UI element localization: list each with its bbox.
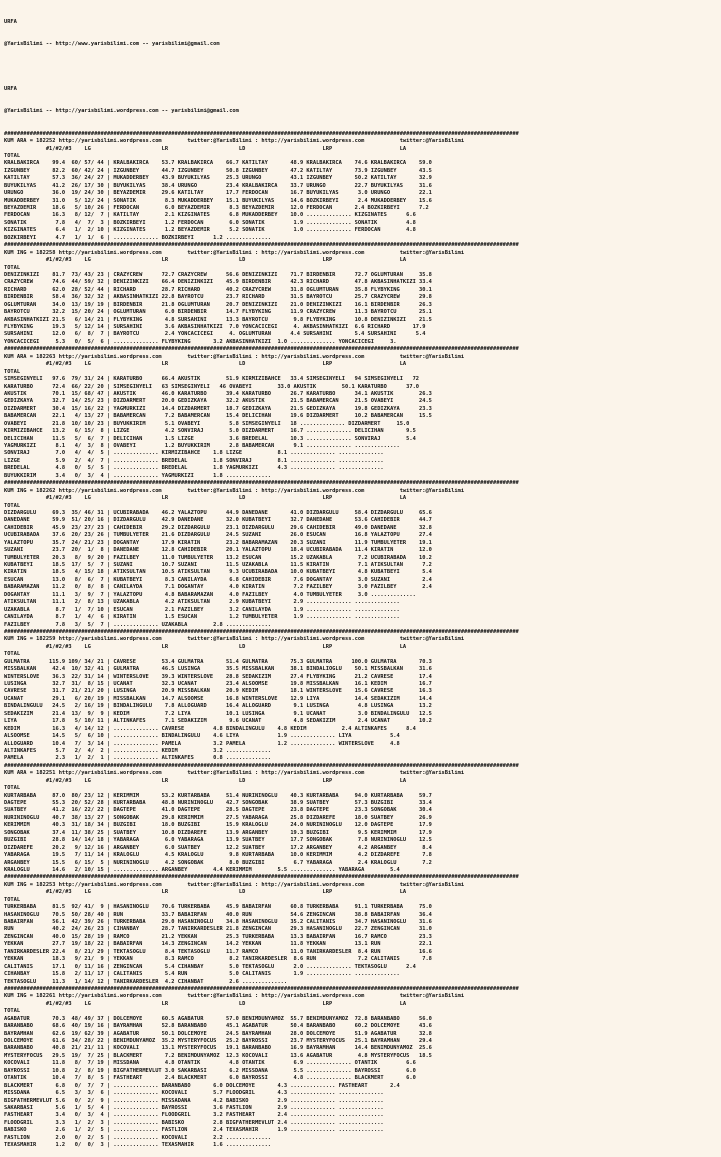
table-row: BUZGIBI 28.8 14/ 14/ 18 | YABARAGA 6.0 YABARAGA 13.9 SUATBEY 17.7 SONGOBAK 7.8 NURININOGLU 12.5 (4, 837, 432, 844)
race-table (4, 131, 718, 243)
table-row: FERDOCAN 16.3 8/ 12/ 7 | KATILTAY 2.1 KIZGINATES 6.8 MUKADDERBEY 10.0 .............. KIZGINATES 6.6 (4, 212, 416, 219)
table-row: BEYAZDEMIR 18.6 5/ 10/ 26 | FERDOCAN 6.0 BEYAZDEMIR 8.3 BEYAZDEMIR 12.0 FERDOCAN 2.4 BOZKIRBEYI 7.2 (4, 205, 429, 211)
table-row: AKBASINHATKIZI 21.5 6/ 14/ 21 | FLYBYKING 4.8 SURSAHINI 13.3 BAYROTCU 9.8 FLYBYKING 10.8 DENIZINKIZI 21.5 (4, 316, 432, 323)
table-row: BAYROTCU 32.2 15/ 20/ 24 | OGLUMTURAN 6.0 BIRDENBIR 14.7 FLYBYKING 11.9 CRAZYCREW 11.3 BAYROTCU 25.1 (4, 309, 432, 316)
column-headers: #1/#2/#3 LG LR LD LRP LA (4, 257, 407, 264)
table-row: ALTINKAFES 5.7 2/ 4/ 2 | .............. KEDIM 3.2 .............. (4, 747, 416, 754)
table-row: YAGMURKIZI 8.1 4/ 3/ 8 | OVABEYI 1.2 BUYUKKIRIM 2.8 BABAMERCAN 9.1 .............. .............. (4, 443, 400, 449)
race-table (4, 480, 718, 629)
table-row: AGABATUR 70.3 48/ 49/ 37 | DOLCEMOYE 60.5 AGABATUR 57.0 BENIMDUNYAMOZ 55.7 BENIMDUNYAMOZ 72.8 BARANBABO 56.0 (4, 1015, 432, 1022)
column-headers: #1/#2/#3 LG LR LD LRP LA (4, 643, 407, 650)
table-row: BUYUKILYAS 41.2 26/ 17/ 30 | BUYUKILYAS 38.4 URUNGO 23.4 KRALBAKIRCA 33.7 URUNGO 22.7 BUYUKILYAS 31.6 (4, 182, 432, 189)
table-row: CAHIDEBIR 45.9 23/ 27/ 23 | CAHIDEBIR 29.2 DIZDARGULU 23.1 DIZDARGULU 29.6 CAHIDEBIR 49.0 DANEDANE 32.8 (4, 524, 432, 531)
table-row: UZAKABLA 8.7 1/ 7/ 10 | ESUCAN 2.1 FAZILBEY 3.2 CANILAYDA 1.9 .............. .............. (4, 606, 400, 613)
table-row: RUN 40.2 24/ 26/ 23 | CIHANBAY 28.7 TANIRKARDESLER 21.8 ZENGINCAN 29.3 HASANINOGLU 22.7 ZENGINCAN 31.0 (4, 926, 432, 933)
table-row: BINDALINGULU 24.5 2/ 16/ 19 | BINDALINGULU 7.8 ALLOGUARD 16.4 ALLOGUARD 9.1 LUSINGA 4.8 LUSINGA 13.2 (4, 703, 432, 710)
separator-rule: ################################################################################################################################################################ (4, 628, 519, 635)
table-row: ALLOGUARD 10.4 7/ 3/ 14 | .............. PAMELA 3.2 PAMELA 1.2 .............. WINTERSLOVE 4.8 (4, 740, 400, 747)
race-banner: KUM ING = 182262 http://yarisbilimi.wordpress.com twitter:@YarisBilimi : http://yarisbilimi.wordpress.com twitter:@YarisBilimi (4, 487, 465, 494)
table-row: DIZDARGULU 69.3 35/ 46/ 31 | UCUBIRABADA 46.2 YALAZTOPU 44.9 DANEDANE 41.0 DIZDARGULU 58.4 DIZDARGULU 65.6 (4, 509, 432, 516)
table-row: SONGOBAK 37.4 11/ 38/ 25 | SUATBEY 10.8 DIZDAREFE 13.9 ARGANBEY 19.3 BUZGIBI 9.5 KERIMMIM 17.9 (4, 829, 432, 836)
table-row: KEDIM 16.3 4/ 14/ 12 | .............. CAVRESE 4.8 BINDALINGULU 4.8 KEDIM 2.4 ALTINKAFES 8.4 (4, 725, 416, 732)
table-row: FLOODGRIL 3.3 1/ 2/ 3 | .............. BABISKO 2.8 BIGFATHERMEVLUT 2.4 .............. .............. (4, 1119, 384, 1126)
separator-rule: ################################################################################################################################################################ (4, 480, 519, 487)
table-row: BOZKIRBEYI 4.7 1/ 1/ 6 | .............. BOZKIRBEYI 1.2 .............. (4, 234, 416, 241)
table-row: YABARAGA 19.5 7/ 11/ 14 | KRALOGLU 4.5 KRALOGLU 9.8 KURTARBABA 10.0 KERIMMIM 4.2 DIZDAREFE 7.8 (4, 852, 432, 859)
table-row: UCUBIRABADA 37.6 20/ 23/ 26 | TUMBULYETER 21.6 DIZDARGULU 24.5 SUZANI 26.0 ESUCAN 16.8 YALAZTOPU 27.4 (4, 532, 432, 539)
table-row: CAVRESE 31.7 21/ 21/ 20 | LUSINGA 20.9 MISSBALKAN 20.9 KEDIM 18.1 WINTERSLOVE 15.6 CAVRESE 16.3 (4, 688, 432, 695)
table-row: BUYUKKIRIM 3.4 0/ 3/ 4 | .............. YAGMURKIZI 1.8 .............. (4, 472, 416, 479)
table-row: BARANBABO 40.8 21/ 21/ 11 | KOCOVALI 13.1 MYSTERYFOCUS 19.1 BARANBABO 16.9 BAYRAMHAN 14.4 BENIMDUNYAMOZ 25.6 (4, 1045, 432, 1052)
table-row: URUNGO 36.0 19/ 24/ 30 | BEYAZDEMIR 29.6 KATILTAY 17.7 FERDOCAN 16.7 BUYUKILYAS 3.0 URUNGO 22.1 (4, 190, 432, 197)
table-row: SONVIRAJ 7.0 4/ 4/ 5 | .............. KIRMIZIBAHCE 1.8 LIZGE 8.1 .............. .............. (4, 450, 384, 457)
doc-credit: @YarisBilimi -- http://www.yarisbilimi.com -- yarisbilimi@gmail.com (4, 41, 220, 48)
table-row: SIMSEGINYELI 97.6 79/ 31/ 24 | KARATURBO 66.4 AKUSTIK 51.9 KIRMIZIBAHCE 33.4 SIMSEGINYELI 94 SIMSEGINYELI 72 (4, 376, 420, 383)
table-row: ZENGINCAN 40.0 15/ 28/ 19 | RAMCO 21.2 YEKKAN 25.3 TURKERBABA 13.3 BABAIRFAN 16.7 RAMCO 23.3 (4, 933, 432, 940)
table-row: MISSBALKAN 42.4 10/ 32/ 41 | GULMATRA 46.5 LUSINGA 35.5 MISSBALKAN 38.1 BINDALIOGLU 50.1 MISSBALKAN 31.6 (4, 666, 432, 673)
race-table (4, 986, 718, 1150)
table-row: OGLUMTURAN 34.0 13/ 19/ 19 | BIRDENBIR 21.8 OGLUMTURAN 20.7 DENIZINKIZI 21.0 DENIZINKIZI 16.1 BIRDENBIR 26.3 (4, 301, 432, 308)
table-row: KURTARBABA 87.0 80/ 23/ 12 | KERIMMIM 53.2 KURTARBABA 51.4 NURININOGLU 40.3 KURTARBABA 94.0 KURTARBABA 59.7 (4, 792, 432, 799)
table-row: DOGANTAY 11.1 3/ 9/ 7 | YALAZTOPU 4.8 BABARAMAZAN 4.0 FAZILBEY 4.0 TUMBULYETER 3.0 .............. (4, 591, 416, 598)
race-banner: KUM ING = 182258 http://yarisbilimi.wordpress.com twitter:@YarisBilimi : http://yarisbilimi.wordpress.com twitter:@YarisBilimi (4, 249, 465, 256)
table-row: RICHARD 62.0 28/ 52/ 44 | RICHARD 28.7 RICHARD 40.2 CRAZYCREW 31.8 OGLUMTURAN 35.8 FLYBYKING 30.1 (4, 286, 432, 293)
table-row: MUKADDERBEY 31.0 5/ 12/ 24 | SONATIK 8.3 MUKADDERBEY 15.1 BUYUKILYAS 14.6 BOZKIRBEYI 2.4 MUKADDERBEY 15.6 (4, 197, 432, 204)
table-row: SUATBEY 41.2 16/ 22/ 22 | DAGTEPE 41.0 DAGTEPE 28.5 DAGTEPE 23.8 DAGTEPE 23.3 SONGOBAK 30.4 (4, 807, 432, 814)
race-banner: KUM ING = 182253 http://yarisbilimi.wordpress.com twitter:@YarisBilimi : http://yarisbilimi.wordpress.com twitter:@YarisBilimi (4, 881, 465, 888)
separator-rule: ################################################################################################################################################################ (4, 242, 519, 249)
table-row: ALSOOMSE 14.5 5/ 6/ 10 | .............. BINDALINGULU 4.6 LIYA 1.9 .............. LIYA 5.4 (4, 733, 400, 740)
table-row: TURKERBABA 81.5 92/ 41/ 9 | HASANINOGLU 70.6 TURKERBABA 45.9 BABAIRFAN 60.8 TURKERBABA 91.1 TURKERBABA 75.0 (4, 904, 432, 911)
table-row: TEXASMAHIR 1.2 0/ 0/ 3 | .............. TEXASMAHIR 1.6 .............. (4, 1142, 416, 1149)
table-row: TOTAL (4, 896, 98, 903)
table-row: SAKARBASI 5.6 1/ 5/ 4 | .............. BAYROSSI 3.6 FASTLION 2.9 .............. .............. (4, 1104, 384, 1111)
table-row: SEDAKIZIM 21.4 13/ 9/ 9 | KEDIM 7.2 LIYA 10.1 LUSINGA 9.1 UCANAT 3.0 BINDALINGULU 12.5 (4, 710, 432, 717)
column-headers: #1/#2/#3 LG LR LD LRP LA (4, 889, 407, 896)
table-row: BLACKMERT 6.8 0/ 7/ 7 | .............. BARANBABO 6.0 DOLCEMOYE 4.3 .............. FASTHEART 2.4 (4, 1082, 400, 1089)
table-row: KUBATBEYI 18.5 17/ 5/ 7 | SUZANI 10.7 SUZANI 11.5 UZAKABLA 11.5 KIRATIN 7.1 ATIKSULTAN 7.2 (4, 562, 432, 568)
table-row: PAMELA 2.3 1/ 2/ 1 | .............. ALTINKAFES 0.8 .............. (4, 755, 416, 762)
table-row: ATIKSULTAN 11.1 2/ 8/ 13 | UZAKABLA 4.2 ATIKSULTAN 2.9 KUBATBEYI 2.9 .............. .............. (4, 599, 400, 606)
table-row: LIZGE 5.9 2/ 4/ 7 | .............. BREDELAL 1.8 SONVIRAJ 8.1 .............. .............. (4, 457, 384, 464)
table-row: SUZANI 23.7 20/ 1/ 8 | DANEDANE 12.8 CAHIDEBIR 20.1 YALAZTOPU 18.4 UCUBIRABADA 11.4 KIRATIN 12.0 (4, 547, 432, 554)
table-row: MISSDANA 6.5 3/ 3/ 6 | .............. KOCOVALI 5.7 FLOODGRIL 4.3 .............. .............. (4, 1090, 384, 1097)
table-row: BABAMERCAN 22.1 4/ 13/ 27 | BABAMERCAN 7.2 BABAMERCAN 15.4 DELICIHAN 19.6 DIZDARMERT 10.2 BABAMERCAN 15.5 (4, 413, 432, 420)
column-headers: #1/#2/#3 LG LR LD LRP LA (4, 145, 407, 152)
table-row: BARANBABO 68.6 40/ 19/ 16 | BAYRAMHAN 52.8 BARANBABO 45.1 AGABATUR 50.4 BARANBABO 60.2 DOLCEMOYE 43.6 (4, 1023, 432, 1030)
table-row: YEKKAN 18.3 9/ 21/ 9 | YEKKAN 8.3 RAMCO 8.2 TANIRKARDESLER 8.6 RUN 7.2 CALITANIS 7.8 (4, 956, 432, 963)
separator-rule: ################################################################################################################################################################ (4, 985, 519, 992)
table-row: KATILTAY 57.3 36/ 24/ 27 | MUKADDERBEY 43.9 BUYUKILYAS 25.3 URUNGO 43.1 IZGUNBEY 50.2 KATILTAY 32.9 (4, 175, 432, 182)
table-row: BABARAMAZAN 11.2 0/ 8/ 8 | CANILAYDA 7.1 DOGANTAY 4.0 KIRATIN 7.2 FAZILBEY 3.0 FAZILBEY 2.4 (4, 584, 432, 591)
table-row: KERIMMIM 40.3 31/ 18/ 34 | BUZGIBI 18.0 BUZGIBI 15.9 KRALOGLU 24.0 NURININOGLU 12.0 DAGTEPE 17.9 (4, 822, 432, 829)
race-tables (4, 131, 718, 1150)
spacer (4, 64, 718, 71)
doc-title: URFA (4, 18, 17, 25)
table-row: BIGFATHERMEVLUT 5.6 0/ 2/ 9 | .............. MISSADANA 4.2 BABISKO 2.9 .............. .............. (4, 1097, 384, 1104)
separator-rule: ################################################################################################################################################################ (4, 346, 519, 353)
table-row: TOTAL (4, 368, 98, 375)
table-row: DAGTEPE 55.3 20/ 52/ 28 | KURTARBABA 48.8 NURININOGLU 42.7 SONGOBAK 38.9 SUATBEY 57.3 BUZGIBI 33.4 (4, 800, 432, 806)
table-row: TEKTASOGLU 11.3 1/ 14/ 12 | TANIRKARDESLER 4.2 CIHANBAT 2.6 .............. (4, 978, 432, 985)
table-row: UCANAT 29.1 6/ 20/ 19 | MISSBALKAN 14.7 ALSOOMSE 16.8 WINTERSLOVE 12.9 LIYA 14.4 SEDAKIZIM 14.4 (4, 695, 432, 702)
table-row: LUSINGA 32.7 31/ 8/ 15 | UCANAT 32.3 UCANAT 23.4 ALSOOMSE 19.8 MISSBALKAN 16.1 KEDIM 16.7 (4, 681, 432, 687)
table-row: KRALOGLU 14.6 2/ 10/ 15 | .............. ARGANBEY 4.4 KERIMMIM 5.5 .............. YABARAGA 5.4 (4, 866, 400, 873)
separator-rule: ################################################################################################################################################################ (4, 874, 519, 881)
table-row: DIZDAREFE 20.2 9/ 12/ 16 | ARGANBEY 6.0 SUATBEY 12.2 SUATBEY 17.2 ARGANBEY 4.2 ARGANBEY 8.4 (4, 844, 432, 851)
table-row: SONATIK 7.8 4/ 7/ 3 | BOZKIRBEYI 1.2 FERDOCAN 6.0 SONATIK 1.9 .............. SONATIK 4.8 (4, 219, 416, 226)
table-row: TOTAL (4, 651, 98, 658)
table-row: GEDIZKAYA 32.7 14/ 25/ 23 | DIZDARMERT 20.0 GEDIZKAYA 32.2 AKUSTIK 21.5 BABAMERCAN 21.5 OVABEYI 24.5 (4, 398, 432, 405)
table-row: TOTAL (4, 502, 98, 509)
table-row: LIYA 17.8 5/ 10/ 11 | ALTINKAFES 7.1 SEDAKIZIM 9.6 UCANAT 4.8 SEDAKIZIM 2.4 UCANAT 10.2 (4, 718, 432, 725)
table-row: BABISKO 2.6 1/ 2/ 5 | .............. FASTLION 2.4 TEXASMAHIR 1.9 .............. .............. (4, 1127, 384, 1134)
table-row: CIHANBAY 15.8 2/ 11/ 17 | CALITANIS 5.4 RUN 5.0 CALITANIS 1.9 .............. .............. (4, 971, 400, 978)
results-document (4, 4, 718, 1157)
table-row: TOTAL (4, 785, 98, 792)
table-row: KIZGINATES 6.4 1/ 2/ 10 | KIZGINATES 1.2 BEYAZDEMIR 5.2 SONATIK 1.0 .............. FERDOCAN 4.8 (4, 227, 416, 234)
table-row: YALAZTOPU 35.7 24/ 21/ 23 | DOGANTAY 17.9 KIRATIN 23.2 BABARAMAZAN 20.3 SUZANI 11.9 TUMBULYETER 19.1 (4, 539, 432, 546)
race-banner: KUM ARA = 182252 http://yarisbilimi.wordpress.com twitter:@YarisBilimi : http://yarisbilimi.wordpress.com twitter:@YarisBilimi (4, 138, 465, 145)
race-table (4, 629, 718, 763)
table-row: ESUCAN 13.0 8/ 6/ 7 | KUBATBEYI 8.3 CANILAYDA 6.8 CAHIDEBIR 7.6 DOGANTAY 3.0 SUZANI 2.4 (4, 576, 432, 583)
table-row: DOLCEMOYE 61.6 34/ 28/ 22 | BENIMDUNYAMOZ 35.2 MYSTERYFOCUS 25.2 BAYROSSI 23.7 MYSTERYFOCUS 25.1 BAYRAMHAN 29.4 (4, 1038, 432, 1044)
column-headers: #1/#2/#3 LG LR LD LRP LA (4, 777, 407, 784)
table-row: TUMBULYETER 20.3 8/ 9/ 20 | FAZILBEY 11.0 TUMBULYETER 13.2 ESUCAN 15.2 UZAKABLA 7.2 UCUBIRABADA 10.2 (4, 554, 432, 561)
race-table (4, 346, 718, 480)
table-row: IZGUNBEY 82.2 60/ 42/ 24 | IZGUNBEY 44.7 IZGUNBEY 50.8 IZGUNBEY 47.2 KATILTAY 73.9 IZGUNBEY 43.5 (4, 167, 432, 174)
race-table (4, 874, 718, 986)
table-row: DANEDANE 59.9 51/ 20/ 16 | DIZDARGULU 42.9 DANEDANE 32.0 KUBATBEYI 32.7 DANEDANE 53.6 CAHIDEBIR 44.7 (4, 517, 432, 524)
table-row: SURSAHINI 12.0 6/ 8/ 7 | BAYROTCU 2.4 YONCACICEGI 4. OGLUMTURAN 4.4 SURSAHINI 5.4 SURSAHINI 5.4 (4, 331, 426, 338)
race-table (4, 763, 718, 875)
table-row: KRALBAKIRCA 99.4 60/ 57/ 44 | KRALBAKIRCA 53.7 KRALBAKIRCA 66.7 KATILTAY 48.9 KRALBAKIRCA 74.6 KRALBAKIRCA 59.0 (4, 160, 432, 167)
table-row: BREDELAL 4.8 0/ 5/ 5 | .............. BREDELAL 1.8 YAGMURKIZI 4.3 .............. .............. (4, 465, 384, 472)
race-banner: KUM ING = 182261 http://yarisbilimi.wordpress.com twitter:@YarisBilimi : http://yarisbilimi.wordpress.com twitter:@YarisBilimi (4, 993, 465, 1000)
table-row: BAYRAMHAN 62.6 19/ 62/ 39 | AGABATUR 50.1 DOLCEMOYE 24.5 BAYRAMHAN 28.0 DOLCEMOYE 51.9 AGABATUR 32.8 (4, 1030, 432, 1037)
table-row: FASTLION 2.0 0/ 2/ 5 | .............. KOCOVALI 2.2 .............. (4, 1134, 416, 1141)
table-row: GULMATRA 115.9 109/ 34/ 21 | CAVRESE 53.4 GULMATRA 51.4 GULMATRA 75.3 GULMATRA 100.0 GULMATRA 70.3 (4, 658, 432, 665)
table-row: TOTAL (4, 264, 98, 271)
table-row: BABAIRFAN 56.1 42/ 39/ 26 | TURKERBABA 29.0 HASANINOGLU 34.8 HASANINOGLU 35.2 CALITANIS 34.7 HASANINOGLU 31.6 (4, 919, 432, 925)
race-banner: KUM ING = 182259 http://yarisbilimi.wordpress.com twitter:@YarisBilimi : http://yarisbilimi.wordpress.com twitter:@YarisBilimi (4, 636, 465, 643)
table-row: KARATURBO 72.4 66/ 22/ 20 | SIMSEGINYELI 63 SIMSEGINYELI 46 OVABEYI 33.0 AKUSTIK 50.1 KARATURBO 37.0 (4, 383, 420, 390)
table-row: CANILAYDA 8.7 1/ 4/ 6 | KIRATIN 1.5 ESUCAN 1.2 TUMBULYETER 1.9 .............. .............. (4, 614, 400, 621)
table-row: MYSTERYFOCUS 29.5 19/ 7/ 25 | BLACKMERT 7.2 BENIMDUNYAMOZ 12.3 KOCOVALI 13.6 AGABATUR 4.8 MYSTERYFOCUS 18.5 (4, 1052, 432, 1059)
table-row: BIRDENBIR 58.4 36/ 32/ 32 | AKBASINHATKIZI 22.8 BAYROTCU 23.7 RICHARD 31.5 BAYROTCU 25.7 CRAZYCREW 29.8 (4, 294, 432, 301)
table-row: DELICIHAN 11.5 5/ 6/ 7 | DELICIHAN 1.5 LIZGE 3.6 BREDELAL 10.3 .............. SONVIRAJ 5.4 (4, 435, 416, 442)
table-row: FASTHEART 3.4 0/ 3/ 4 | .............. FLOODGRIL 3.2 FASTHEART 2.4 .............. .............. (4, 1112, 384, 1119)
table-row: FLYBYKING 19.3 5/ 12/ 14 | SURSAHINI 3.6 AKBASINHATKIZI 7.0 YONCACICEGI 4. AKBASINHATKIZI 6.6 RICHARD 17.9 (4, 324, 426, 330)
doc-title-2: URFA (4, 85, 17, 92)
table-row: BAYROSSI 10.8 2/ 8/ 19 | BIGFATHERMEVLUT 3.0 SAKARBASI 6.2 MISSDANA 5.5 .............. BAYROSSI 6.0 (4, 1067, 416, 1074)
table-row: FAZILBEY 7.8 3/ 5/ 7 | .............. UZAKABLA 2.8 .............. (4, 621, 416, 628)
table-row: TOTAL (4, 1008, 98, 1015)
doc-credit-2: @YarisBilimi -- http://yarisbilimi.wordpress.com -- yarisbilimi@gmail.com (4, 108, 239, 115)
separator-rule: ################################################################################################################################################################ (4, 762, 519, 769)
race-banner: KUM ARA = 182251 http://yarisbilimi.wordpress.com twitter:@YarisBilimi : http://yarisbilimi.wordpress.com twitter:@YarisBilimi (4, 770, 465, 777)
table-row: ARGANBEY 15.5 6/ 15/ 5 | NURININOGLU 4.2 SONGOBAK 8.0 BUZGIBI 6.7 YABARAGA 2.4 KRALOGLU 7.2 (4, 859, 432, 866)
race-table (4, 242, 718, 346)
column-headers: #1/#2/#3 LG LR LD LRP LA (4, 1000, 407, 1007)
table-row: YEKKAN 27.7 19/ 18/ 22 | BABAIRFAN 14.3 ZENGINCAN 14.2 YEKKAN 11.8 YEKKAN 13.1 RUN 22.1 (4, 941, 432, 948)
table-row: KOCOVALI 11.8 8/ 7/ 19 | MISSDANA 4.8 OTANTIK 4.8 OTANTIK 6.9 .............. OTANTIK 6.6 (4, 1060, 416, 1067)
table-row: TANIRKARDESLER 22.4 8/ 21/ 29 | TEKTASOGLU 8.4 TEKTASOGLU 11.7 RAMCO 11.0 TANIRKARDESLER 8.4 RUN 16.6 (4, 948, 432, 955)
column-headers: #1/#2/#3 LG LR LD LRP LA (4, 361, 407, 368)
table-row: DENIZINKIZI 81.7 73/ 43/ 23 | CRAZYCREW 72.7 CRAZYCREW 56.6 DENIZINKIZI 71.7 BIRDENBIR 72.7 OGLUMTURAN 35.8 (4, 271, 432, 278)
table-row: KIRMIZIBAHCE 13.2 6/ 15/ 8 | LIZGE 4.2 SONVIRAJ 5.0 DIZDARMERT 16.7 .............. DELICIHAN 9.5 (4, 428, 416, 435)
table-row: CRAZYCREW 74.6 44/ 59/ 32 | DENIZINKIZI 66.4 DENIZINKIZI 45.9 BIRDENBIR 42.3 RICHARD 47.8 AKBASINHATKIZI 33.4 (4, 279, 432, 286)
column-headers: #1/#2/#3 LG LR LD LRP LA (4, 495, 407, 502)
table-row: HASANINOGLU 70.5 50/ 28/ 40 | RUN 33.7 BABAIRFAN 40.0 RUN 54.6 ZENGINCAN 38.8 BABAIRFAN 36.4 (4, 911, 432, 918)
table-row: DIZDARMERT 30.4 15/ 16/ 22 | YAGMURKIZI 14.4 DIZDARMERT 18.7 GEDIZKAYA 21.5 GEDIZKAYA 19.8 GEDIZKAYA 23.3 (4, 405, 432, 412)
table-row: NURININOGLU 40.7 38/ 13/ 27 | SONGOBAK 29.8 KERIMMIM 27.5 YABARAGA 25.8 DIZDAREFE 18.0 SUATBEY 26.9 (4, 814, 432, 821)
table-row: CALITANIS 17.1 0/ 11/ 16 | ZENGINCAN 5.4 CIHANBAY 5.0 TEKTASOGLU 2.0 .............. TEKTASOGLU 2.4 (4, 963, 416, 970)
separator-rule: ################################################################################################################################################################ (4, 130, 519, 137)
table-row: OTANTIK 10.4 7/ 8/ 5 | FASTHEART 2.4 BLACKMERT 6.0 BAYROSSI 4.8 .............. BLACKMERT 6.0 (4, 1075, 416, 1082)
race-banner: KUM ARA = 182263 http://yarisbilimi.wordpress.com twitter:@YarisBilimi : http://yarisbilimi.wordpress.com twitter:@YarisBilimi (4, 353, 465, 360)
table-row: KIRATIN 18.5 4/ 15/ 18 | ATIKSULTAN 10.5 ATIKSULTAN 9.3 UCUBIRABADA 10.0 KUBATBEYI 4.8 KUBATBEYI 5.4 (4, 569, 432, 576)
table-row: TOTAL (4, 152, 98, 159)
table-row: YONCACICEGI 5.3 0/ 5/ 6 | .............. FLYBYKING 3.2 AKBASINHATKIZI 1.0 .............. YONCACICEGI 3. (4, 338, 397, 345)
table-row: AKUSTIK 70.1 15/ 68/ 47 | AKUSTIK 46.0 KARATURBO 39.4 KARATURBO 26.7 KARATURBO 34.1 AKUSTIK 26.3 (4, 390, 432, 397)
table-row: OVABEYI 21.8 10/ 10/ 23 | BUYUKKIRIM 5.1 OVABEYI 5.8 SIMSEGINYELI 18 .............. DIZDARMERT 15.0 (4, 420, 410, 427)
table-row: WINTERSLOVE 36.3 22/ 31/ 14 | WINTERSLOVE 39.3 WINTERSLOVE 28.8 SEDAKIZIM 27.4 FLYBYKING 21.2 CAVRESE 17.4 (4, 673, 432, 680)
